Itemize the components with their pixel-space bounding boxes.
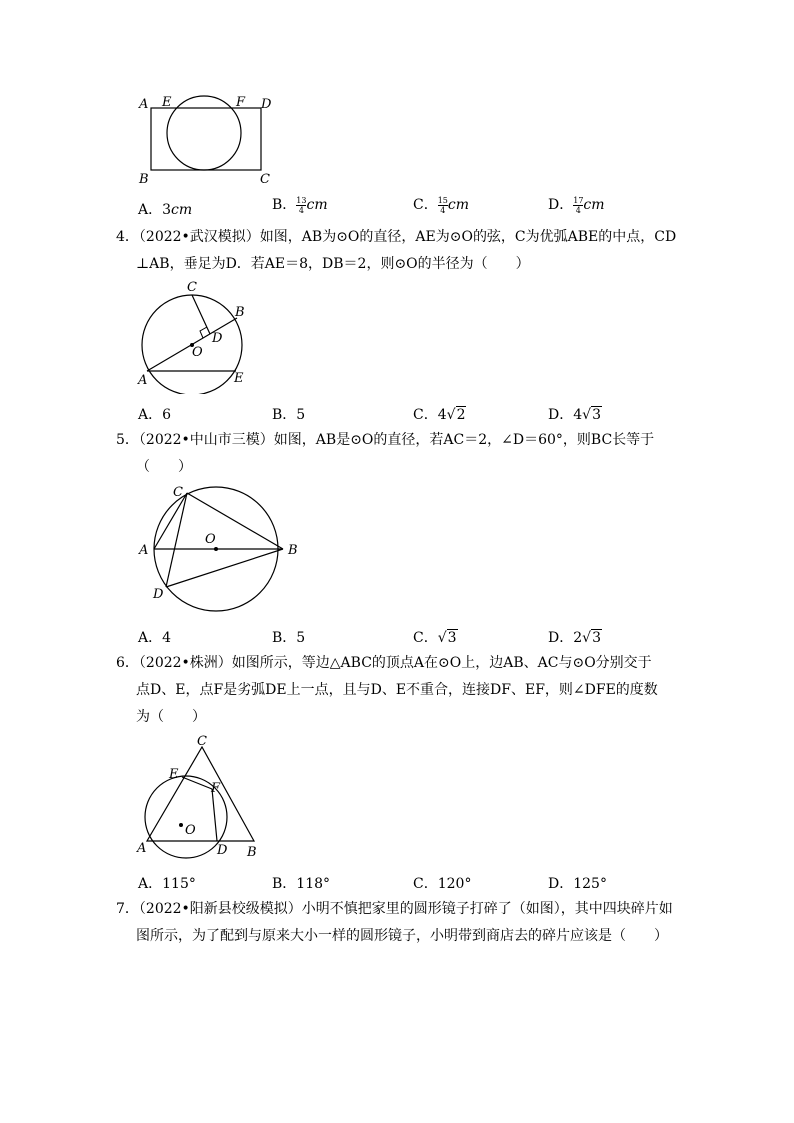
q6-label-E: E bbox=[169, 767, 179, 782]
q3-label-D: D bbox=[261, 97, 272, 112]
q5-label-D: D bbox=[153, 587, 164, 602]
q4-label-O: O bbox=[192, 345, 203, 360]
q4-label-D: D bbox=[212, 331, 223, 346]
q5-figure bbox=[134, 480, 306, 618]
q5-stem-line1: 5．（2022•中山市三模）如图，AB是⊙O的直径，若AC＝2，∠D＝60°，则BC长等于 bbox=[116, 432, 655, 448]
q3-option-d[interactable]: D． $\frac{17}{4}$ cm bbox=[548, 195, 605, 215]
q5-label-C: C bbox=[173, 485, 183, 500]
q4-option-d[interactable]: D．4√3 bbox=[548, 407, 601, 423]
q6-label-F: F bbox=[211, 781, 221, 796]
q3-figure bbox=[136, 92, 282, 188]
q4-label-B: B bbox=[235, 305, 245, 320]
q4-stem-line1: 4．（2022•武汉模拟）如图，AB为⊙O的直径，AE为⊙O的弦，C为优弧ABE的中点，CD bbox=[116, 229, 677, 245]
q4-label-A: A bbox=[138, 373, 148, 388]
q6-triangle-ABC bbox=[147, 747, 254, 841]
q5-segment-DB bbox=[166, 549, 283, 587]
fraction: $\frac{13}{4}$ bbox=[296, 195, 307, 215]
q4-label-E: E bbox=[234, 371, 244, 386]
q6-stem-line1: 6．（2022•株洲）如图所示，等边△ABC的顶点A在⊙O上，边AB、AC与⊙O分别交于 bbox=[116, 655, 652, 671]
q5-segment-CB bbox=[187, 493, 283, 549]
q6-label-D: D bbox=[217, 843, 228, 858]
q6-option-b[interactable]: B．118° bbox=[272, 876, 331, 892]
q3-option-c[interactable]: C． $\frac{15}{4}$ cm bbox=[413, 195, 470, 215]
q4-stem-line2: ⊥AB，垂足为D．若AE＝8，DB＝2，则⊙O的半径为（ ） bbox=[136, 256, 530, 272]
q6-stem-line3: 为（ ） bbox=[136, 709, 206, 725]
q3-option-a[interactable]: A．3cm bbox=[138, 202, 193, 218]
q4-segment-CD bbox=[192, 295, 210, 334]
q5-option-a[interactable]: A．4 bbox=[138, 630, 172, 646]
q4-label-C: C bbox=[187, 280, 197, 295]
q3-label-C: C bbox=[260, 172, 270, 187]
fraction: $\frac{15}{4}$ bbox=[437, 195, 448, 215]
q4-option-b[interactable]: B．5 bbox=[272, 407, 306, 423]
q4-option-c[interactable]: C．4√2 bbox=[413, 407, 466, 423]
q4-figure bbox=[134, 278, 262, 394]
q5-label-A: A bbox=[139, 543, 149, 558]
q3-circle bbox=[167, 96, 241, 170]
q3-label-A: A bbox=[139, 97, 149, 112]
q6-label-A: A bbox=[137, 841, 147, 856]
q6-segment-FD bbox=[212, 789, 217, 841]
q5-label-B: B bbox=[288, 543, 298, 558]
q5-segment-CD bbox=[166, 493, 187, 587]
q7-stem-line2: 图所示，为了配到与原来大小一样的圆形镜子，小明带到商店去的碎片应该是（ ） bbox=[136, 928, 668, 944]
q5-option-b[interactable]: B．5 bbox=[272, 630, 306, 646]
q6-label-O: O bbox=[185, 823, 196, 838]
q5-segment-AC bbox=[154, 493, 187, 549]
q6-label-C: C bbox=[197, 734, 207, 749]
q6-center-dot bbox=[179, 823, 183, 827]
q5-center-dot bbox=[214, 547, 218, 551]
q3-option-b[interactable]: B． $\frac{13}{4}$ cm bbox=[272, 195, 328, 215]
q7-stem-line1: 7．（2022•阳新县校级模拟）小明不慎把家里的圆形镜子打碎了（如图），其中四块碎片如 bbox=[116, 901, 673, 917]
q4-option-a[interactable]: A．6 bbox=[138, 407, 172, 423]
q3-label-B: B bbox=[139, 172, 149, 187]
q5-option-c[interactable]: C．√3 bbox=[413, 630, 457, 646]
q6-option-c[interactable]: C．120° bbox=[413, 876, 472, 892]
q6-option-a[interactable]: A．115° bbox=[138, 876, 196, 892]
q3-label-E: E bbox=[162, 95, 172, 110]
q6-stem-line2: 点D、E，点F是劣弧DE上一点，且与D、E不重合，连接DF、EF，则∠DFE的度数 bbox=[136, 682, 658, 698]
q3-label-F: F bbox=[236, 95, 246, 110]
q6-segment-EF bbox=[182, 777, 212, 789]
q6-option-d[interactable]: D．125° bbox=[548, 876, 607, 892]
q5-stem-line2: （ ） bbox=[136, 459, 192, 475]
q6-figure bbox=[134, 730, 266, 862]
fraction: $\frac{17}{4}$ bbox=[573, 195, 584, 215]
q5-label-O: O bbox=[205, 532, 216, 547]
q5-option-d[interactable]: D．2√3 bbox=[548, 630, 601, 646]
q6-label-B: B bbox=[247, 845, 257, 860]
